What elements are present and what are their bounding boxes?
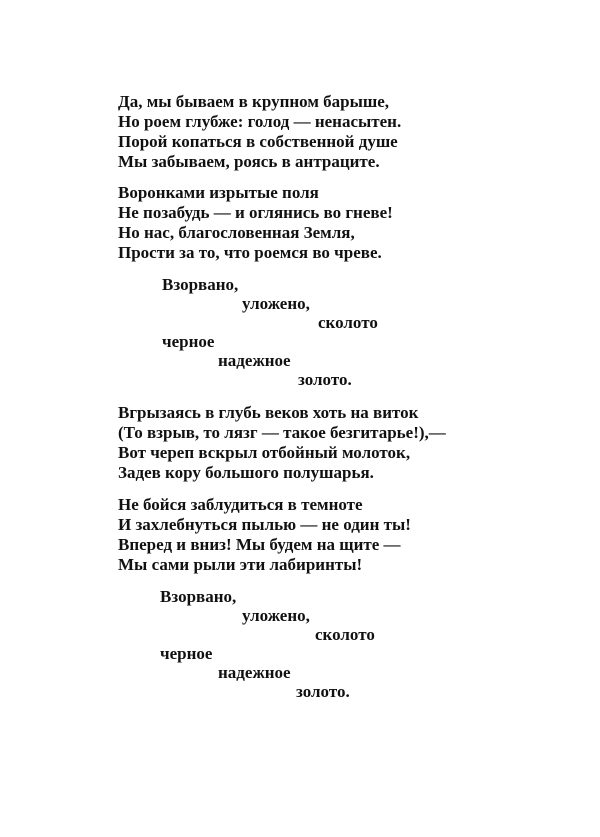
refrain-line: сколото [315,625,375,644]
refrain-line: черное [160,644,213,663]
poem-line: Прости за то, что роемся во чреве. [118,243,382,262]
refrain-line: черное [162,332,215,351]
poem-line: Воронками изрытые поля [118,183,319,202]
poem-line: Вот череп вскрыл отбойный молоток, [118,443,411,462]
poem-line: Не позабудь — и оглянись во гневе! [118,203,393,222]
poem-line: Порой копаться в собственной душе [118,132,398,151]
refrain-line: уложено, [242,606,310,625]
refrain-line: надежное [218,351,291,370]
refrain-line: Взорвано, [160,587,237,606]
refrain-line: уложено, [242,294,310,313]
poem-line: Не бойся заблудиться в темноте [118,495,363,514]
refrain-line: сколото [318,313,378,332]
poem-line: Но роем глубже: голод — ненасытен. [118,112,402,131]
refrain-line: надежное [218,663,291,682]
refrain-line: золото. [298,370,352,389]
poem-line: Мы сами рыли эти лабиринты! [118,555,363,574]
poem-line: Мы забываем, роясь в антраците. [118,152,380,171]
poem-line: (То взрыв, то лязг — такое безгитарье!),— [118,423,446,442]
poem-line: Вгрызаясь в глубь веков хоть на виток [118,403,419,422]
poem-line: Вперед и вниз! Мы будем на щите — [118,535,401,554]
poem-line: Но нас, благословенная Земля, [118,223,355,242]
poem-line: И захлебнуться пылью — не один ты! [118,515,411,534]
refrain-line: золото. [296,682,350,701]
poem-line: Задев кору большого полушарья. [118,463,374,482]
refrain-line: Взорвано, [162,275,239,294]
poem-line: Да, мы бываем в крупном барыше, [118,92,390,111]
